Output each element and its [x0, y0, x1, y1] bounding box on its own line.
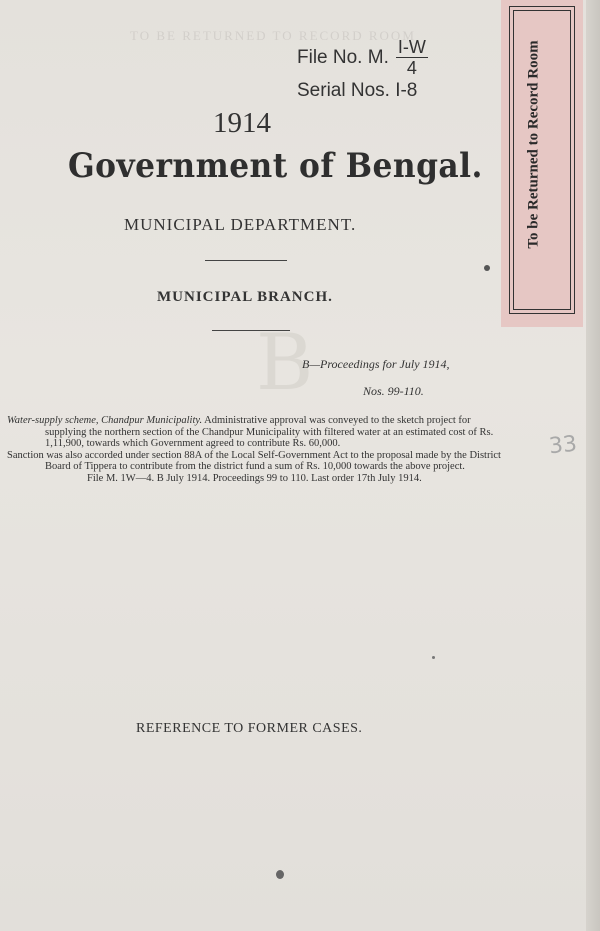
summary-block [7, 415, 501, 484]
reference-heading: REFERENCE TO FORMER CASES. [136, 721, 363, 736]
summary-file-reference: File M. 1W—4. B July 1914. Proceedings 99 to 110. Last order 17th July 1914. [87, 472, 422, 484]
file-number [297, 38, 428, 77]
proceedings-line: B—Proceedings for July 1914, [302, 357, 450, 371]
summary-text: Administrative approval was conveyed to the sketch project for supplying the northern section of the Chandpur Municipality with filtered water at an estimated cost of Rs. 1,11,900, towards which Government agreed to contribute Rs. 60,000. [45, 415, 494, 449]
faint-b-mark: B [256, 318, 314, 408]
ink-dot [276, 870, 284, 879]
record-room-label [501, 0, 583, 327]
summary-subject: Water-supply scheme, Chandpur Municipality. [7, 415, 203, 426]
ink-dot [432, 656, 435, 659]
branch-title: MUNICIPAL BRANCH. [157, 289, 333, 305]
serial-numbers: Serial Nos. I-8 [297, 80, 418, 101]
pencil-margin-note: 33 [547, 431, 579, 460]
summary-paragraph [7, 415, 501, 450]
page-edge [586, 0, 600, 931]
summary-paragraph: Sanction was also accorded under section 88A of the Local Self-Government Act to the proposal made by the District Board of Tippera to contribute from the district fund a sum of Rs. 10,000 towards the above project. [7, 449, 501, 472]
file-fraction [396, 38, 428, 77]
year: 1914 [213, 107, 271, 139]
file-denominator: 4 [406, 58, 417, 78]
proceedings-numbers: Nos. 99-110. [363, 384, 424, 398]
file-numerator: I-W [397, 37, 426, 57]
faint-stamp: TO BE RETURNED TO RECORD ROOM [130, 28, 416, 43]
ink-dot [484, 265, 490, 271]
department-title: MUNICIPAL DEPARTMENT. [124, 215, 357, 234]
label-text: To be Returned to Record Room [525, 40, 542, 249]
government-title: Government of Bengal. [68, 146, 483, 186]
divider-rule [205, 260, 287, 261]
file-prefix: File No. M. [297, 46, 389, 68]
